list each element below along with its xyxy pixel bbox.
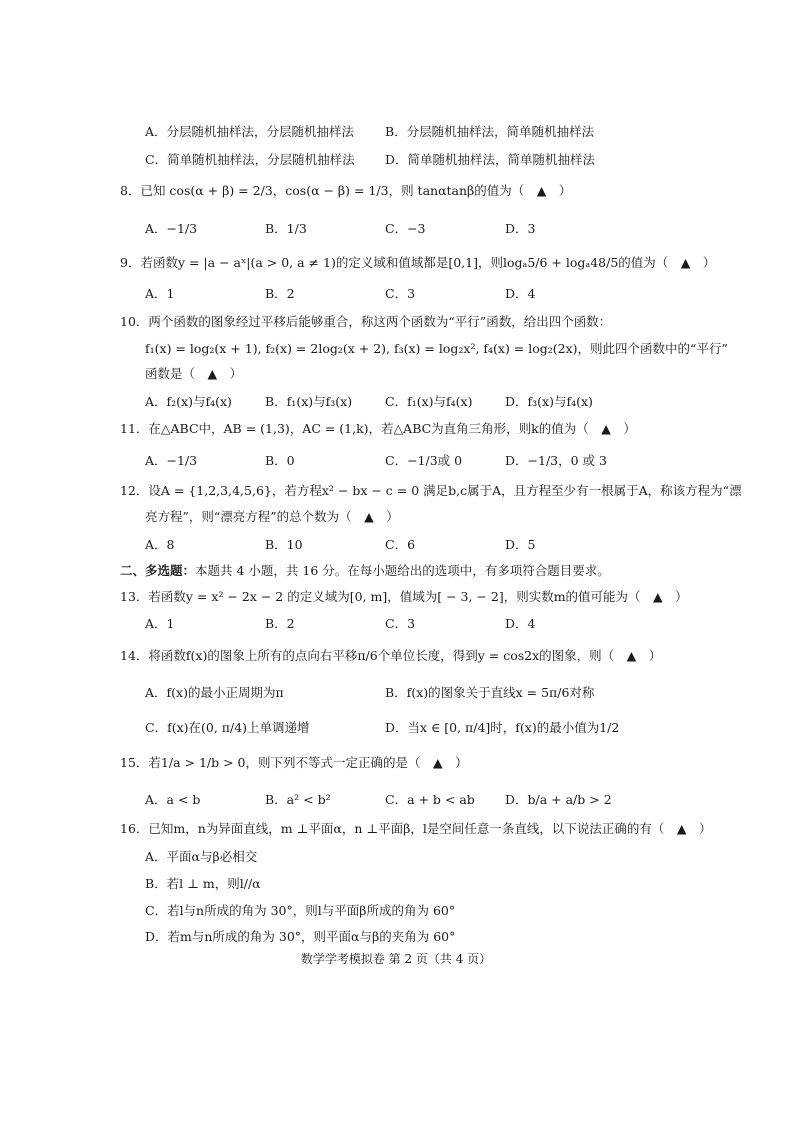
q8-option-a: A．−1/3	[145, 221, 198, 236]
q10-option-c: C．f₁(x)与f₄(x)	[385, 394, 473, 409]
q10-option-d: D．f₃(x)与f₄(x)	[505, 394, 593, 409]
q15-option-a: A．a < b	[145, 792, 201, 807]
q10-stem-line2: f₁(x) = log₂(x + 1), f₂(x) = 2log₂(x + 2), f₃(x) = log₂x², f₄(x) = log₂(2x)，则此四个函数中的“平行”	[145, 341, 728, 356]
q10-stem-line1: 10．两个函数的图象经过平移后能够重合，称这两个函数为“平行”函数，给出四个函数：	[120, 314, 612, 329]
q16-stem: 16．已知m，n为异面直线，m ⊥平面α，n ⊥平面β，l是空间任意一条直线，以下说法正确的有（ ▲ ）	[120, 821, 712, 836]
q16-option-a: A．平面α与β必相交	[145, 849, 258, 864]
section-description: 本题共 4 小题，共 16 分。在每小题给出的选项中，有多项符合题目要求。	[195, 563, 610, 578]
q7-option-d: D．简单随机抽样法，简单随机抽样法	[385, 152, 596, 167]
q11-stem: 11．在△ABC中，AB = (1,3)，AC = (1,k)，若△ABC为直角三角形，则k的值为（ ▲ ）	[120, 421, 636, 436]
q10-stem-line3: 函数是（ ▲ ）	[145, 366, 243, 381]
q14-stem: 14．将函数f(x)的图象上所有的点向右平移π/6个单位长度，得到y = cos2x的图象，则（ ▲ ）	[120, 648, 662, 663]
q16-option-b: B．若l ⊥ m，则l//α	[145, 876, 261, 891]
q11-option-a: A．−1/3	[145, 453, 198, 468]
q11-option-c: C．−1/3或 0	[385, 453, 463, 468]
q8-stem: 8．已知 cos(α + β) = 2/3，cos(α − β) = 1/3，则 tanαtanβ的值为（ ▲ ）	[120, 183, 572, 198]
q13-option-b: B．2	[265, 616, 295, 631]
q16-option-d: D．若m与n所成的角为 30°，则平面α与β的夹角为 60°	[145, 929, 456, 944]
q10-option-a: A．f₂(x)与f₄(x)	[145, 394, 232, 409]
q7-option-b: B．分层随机抽样法，简单随机抽样法	[385, 124, 595, 139]
page-footer: 数学学考模拟卷 第 2 页（共 4 页）	[300, 952, 492, 966]
q16-option-c: C．若l与n所成的角为 30°，则l与平面β所成的角为 60°	[145, 903, 456, 918]
q12-stem-line2: 亮方程”，则“漂亮方程”的总个数为（ ▲ ）	[145, 509, 399, 524]
q8-option-b: B．1/3	[265, 221, 307, 236]
q14-option-d: D．当x ∈ [0, π/4]时，f(x)的最小值为1/2	[385, 720, 620, 735]
q11-option-b: B．0	[265, 453, 295, 468]
q9-option-b: B．2	[265, 286, 295, 301]
q9-option-c: C．3	[385, 286, 416, 301]
q15-option-b: B．a² < b²	[265, 792, 331, 807]
q15-stem: 15．若1/a > 1/b > 0，则下列不等式一定正确的是（ ▲ ）	[120, 755, 468, 770]
q9-option-d: D．4	[505, 286, 536, 301]
q13-stem: 13．若函数y = x² − 2x − 2 的定义域为[0, m]，值域为[ − 3, − 2]，则实数m的值可能为（ ▲ ）	[120, 589, 688, 604]
q10-option-b: B．f₁(x)与f₃(x)	[265, 394, 353, 409]
q14-option-c: C．f(x)在(0, π/4)上单调递增	[145, 720, 310, 735]
q12-option-a: A．8	[145, 537, 175, 552]
q14-option-a: A．f(x)的最小正周期为π	[145, 685, 284, 700]
q13-option-a: A．1	[145, 616, 175, 631]
q7-option-a: A．分层随机抽样法，分层随机抽样法	[145, 124, 355, 139]
q15-option-c: C．a + b < ab	[385, 792, 475, 807]
q9-option-a: A．1	[145, 286, 175, 301]
q12-option-c: C．6	[385, 537, 416, 552]
section-title: 二、多选题：	[120, 563, 196, 578]
section-heading	[120, 562, 610, 580]
q7-option-c: C．简单随机抽样法，分层随机抽样法	[145, 152, 355, 167]
q13-option-d: D．4	[505, 616, 536, 631]
q12-option-d: D．5	[505, 537, 536, 552]
q13-option-c: C．3	[385, 616, 416, 631]
q12-stem-line1: 12．设A = {1,2,3,4,5,6}，若方程x² − bx − c = 0 满足b,c属于A，且方程至少有一根属于A，称该方程为“漂	[120, 483, 742, 498]
q15-option-d: D．b/a + a/b > 2	[505, 792, 612, 807]
q11-option-d: D．−1/3，0 或 3	[505, 453, 607, 468]
q9-stem: 9．若函数y = |a − aˣ|(a > 0, a ≠ 1)的定义域和值域都是[0,1]，则logₐ5/6 + logₐ48/5的值为（ ▲ ）	[120, 255, 716, 270]
q8-option-d: D．3	[505, 221, 536, 236]
q14-option-b: B．f(x)的图象关于直线x = 5π/6对称	[385, 685, 595, 700]
q12-option-b: B．10	[265, 537, 303, 552]
q8-option-c: C．−3	[385, 221, 426, 236]
